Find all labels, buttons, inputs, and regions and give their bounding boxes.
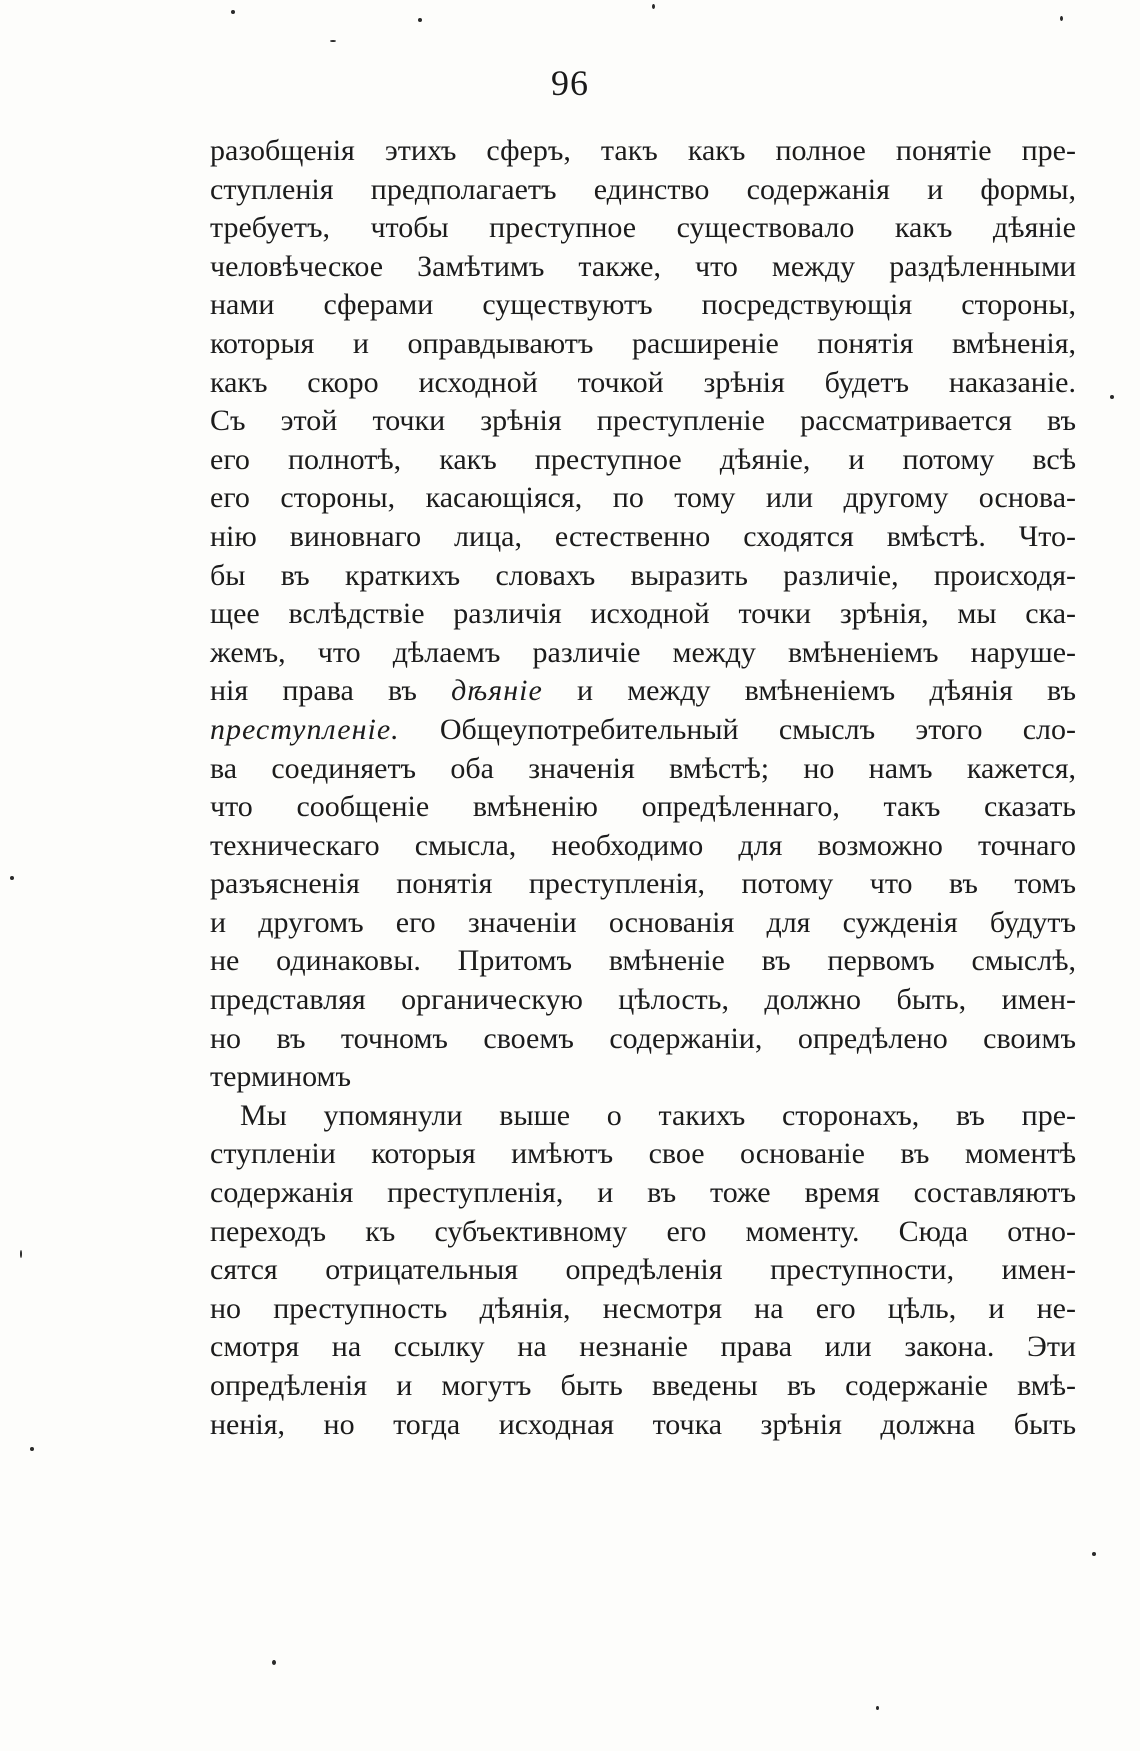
scan-speck (30, 1447, 34, 1451)
scan-speck (231, 10, 235, 14)
text-line: требуетъ, чтобы преступное существовало какъ дѣяніе (210, 211, 1076, 245)
paragraph-1 (210, 132, 1076, 1097)
text-line: нію виновнаго лица, естественно сходятся вмѣстѣ. Что- (210, 519, 1076, 553)
text-line: Мы упомянули выше о такихъ сторонахъ, въ пре- (240, 1098, 1076, 1132)
text-line: разобщенія этихъ сферъ, такъ какъ полное понятіе пре- (210, 134, 1076, 167)
text-line: смотря на ссылку на незнаніе права или закона. Эти (210, 1330, 1076, 1364)
scan-speck (1092, 1552, 1096, 1556)
text-line: опредѣленія и могутъ быть введены въ содержаніе вмѣ- (210, 1369, 1076, 1402)
scan-speck (1060, 16, 1063, 21)
scan-speck (330, 40, 336, 42)
text-segment: и между вмѣненіемъ дѣянія въ (542, 674, 1076, 708)
page-number: 96 (551, 63, 589, 103)
scan-speck (20, 1250, 22, 1258)
text-line: не одинаковы. Притомъ вмѣненіе въ первомъ смыслѣ, (210, 944, 1076, 978)
text-line: ступленія предполагаетъ единство содержанія и формы, (210, 172, 1076, 206)
text-line: жемъ, что дѣлаемъ различіе между вмѣненіемъ наруше- (210, 635, 1076, 669)
text-line: его стороны, касающіяся, по тому или другому основа- (210, 481, 1076, 515)
text-line (210, 672, 1076, 711)
text-line: ненія, но тогда исходная точка зрѣнія должна быть (210, 1407, 1076, 1441)
text-segment: нія права въ (210, 674, 452, 708)
scan-speck (1110, 395, 1114, 399)
text-line: техническаго смысла, необходимо для возможно точнаго (210, 828, 1076, 862)
text-line: представляя органическую цѣлость, должно быть, имен- (210, 983, 1076, 1017)
text-line: нами сферами существуютъ посредствующія стороны, (210, 288, 1076, 322)
text-line: человѣческое Замѣтимъ также, что между раздѣленными (210, 249, 1076, 283)
text-line: разъясненія понятія преступленія, потому что въ томъ (210, 867, 1076, 901)
text-line: терминомъ (210, 1060, 351, 1094)
scan-speck (272, 1660, 276, 1665)
scan-speck (652, 4, 655, 9)
text-line: щее вслѣдствіе различія исходной точки зрѣнія, мы ска- (210, 597, 1076, 631)
paragraph-2 (210, 1097, 1076, 1444)
text-line: ступленіи которыя имѣютъ свое основаніе въ моментѣ (210, 1137, 1076, 1171)
text-line: но преступность дѣянія, несмотря на его цѣль, и не- (210, 1291, 1076, 1325)
text-line: и другомъ его значеніи основанія для сужденія будутъ (210, 905, 1076, 939)
text-line: сятся отрицательныя опредѣленія преступности, имен- (210, 1253, 1076, 1287)
text-line: что сообщеніе вмѣненію опредѣленнаго, такъ сказать (210, 790, 1076, 824)
italic-term: дѣяніе (451, 674, 543, 708)
text-line: которыя и оправдываютъ расширеніе понятія вмѣненія, (210, 326, 1076, 360)
text-line: переходъ къ субъективному его моменту. Сюда отно- (210, 1214, 1076, 1248)
body-text (210, 132, 1076, 1444)
text-line: его полнотѣ, какъ преступное дѣяніе, и потому всѣ (210, 442, 1076, 476)
italic-term: преступленіе. (210, 712, 400, 746)
text-line (210, 711, 1076, 750)
text-line: какъ скоро исходной точкой зрѣнія будетъ наказаніе. (210, 365, 1076, 399)
text-line: содержанія преступленія, и въ тоже время составляютъ (210, 1176, 1076, 1210)
text-segment: Общеупотребительный смыслъ этого сло- (399, 712, 1076, 746)
text-line: Съ этой точки зрѣнія преступленіе рассматривается въ (210, 404, 1076, 438)
scan-speck (876, 1706, 879, 1710)
scan-speck (418, 18, 422, 22)
text-line: но въ точномъ своемъ содержаніи, опредѣлено своимъ (210, 1021, 1076, 1055)
scan-speck (10, 876, 14, 880)
text-line: ва соединяетъ оба значенія вмѣстѣ; но намъ кажется, (210, 751, 1076, 785)
text-line: бы въ краткихъ словахъ выразить различіе, происходя- (210, 558, 1076, 592)
